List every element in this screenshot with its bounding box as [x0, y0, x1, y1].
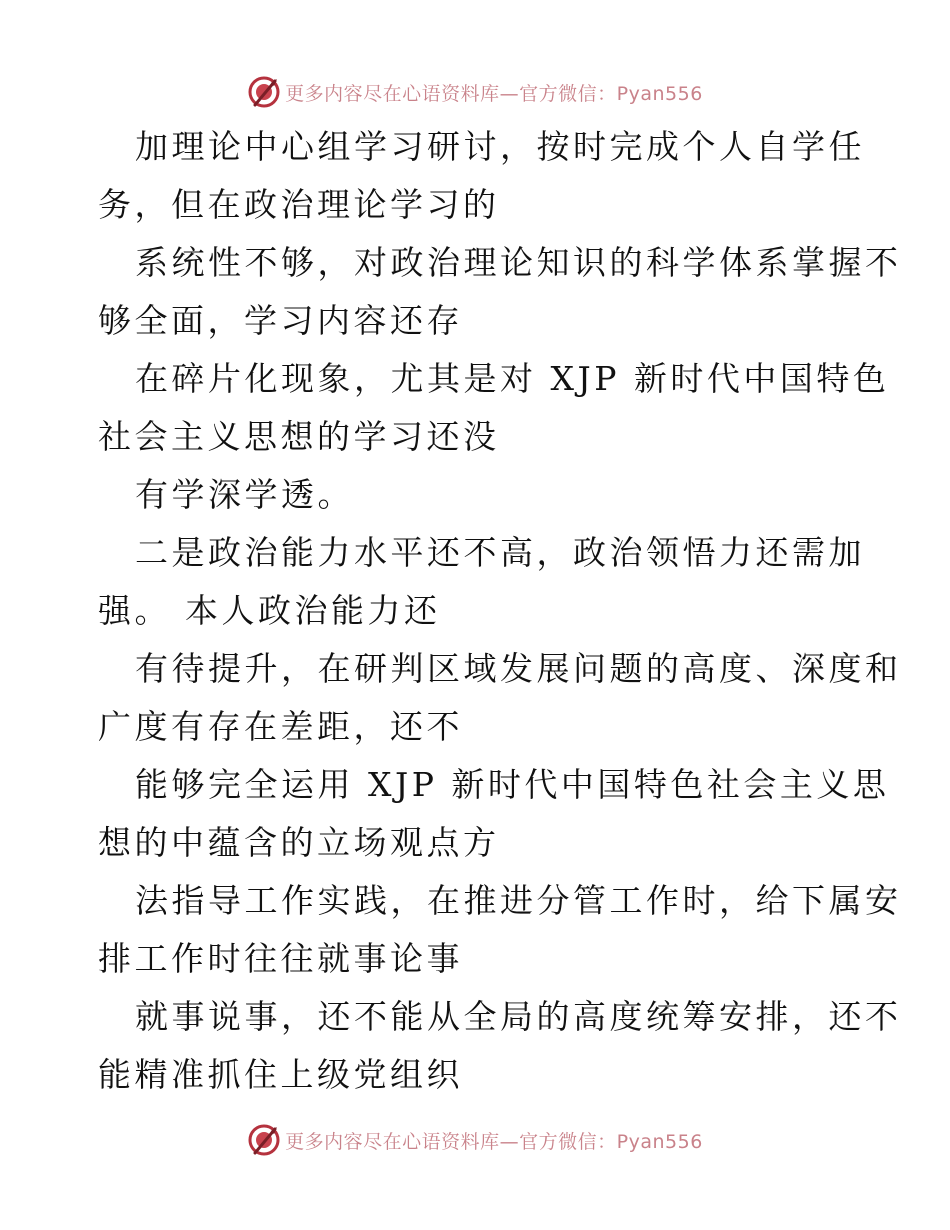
- text-line: 想的中蕴含的立场观点方: [98, 823, 500, 862]
- text-line: 社会主义思想的学习还没: [98, 417, 500, 456]
- quill-seal-icon: [247, 75, 281, 109]
- text-line: 在碎片化现象，尤其是对 XJP 新时代中国特色: [135, 359, 890, 398]
- text-line: 能精准抓住上级党组织: [98, 1055, 463, 1094]
- text-line: 就事说事，还不能从全局的高度统筹安排，还不: [135, 997, 902, 1036]
- text-line: 够全面，学习内容还存: [98, 301, 463, 340]
- quill-seal-icon: [247, 1123, 281, 1157]
- text-line: 二是政治能力水平还不高，政治领悟力还需加: [135, 533, 865, 572]
- text-line: 排工作时往往就事论事: [98, 939, 463, 978]
- header-banner: [0, 72, 950, 112]
- text-line: 加理论中心组学习研讨，按时完成个人自学任: [135, 127, 865, 166]
- document-body: [98, 118, 902, 1104]
- text-line: 务，但在政治理论学习的: [98, 185, 500, 224]
- text-line: 法指导工作实践，在推进分管工作时，给下属安: [135, 881, 902, 920]
- footer-banner: [0, 1120, 950, 1160]
- footer-banner-text: 更多内容尽在心语资料库—官方微信：Pyan556: [285, 1130, 703, 1153]
- text-line: 强。 本人政治能力还: [98, 591, 441, 630]
- text-line: 系统性不够，对政治理论知识的科学体系掌握不: [135, 243, 902, 282]
- text-line: 有学深学透。: [135, 475, 354, 514]
- text-line: 有待提升，在研判区域发展问题的高度、深度和: [135, 649, 902, 688]
- text-line: 能够完全运用 XJP 新时代中国特色社会主义思: [135, 765, 890, 804]
- text-line: 广度有存在差距，还不: [98, 707, 463, 746]
- header-banner-text: 更多内容尽在心语资料库—官方微信：Pyan556: [285, 82, 703, 105]
